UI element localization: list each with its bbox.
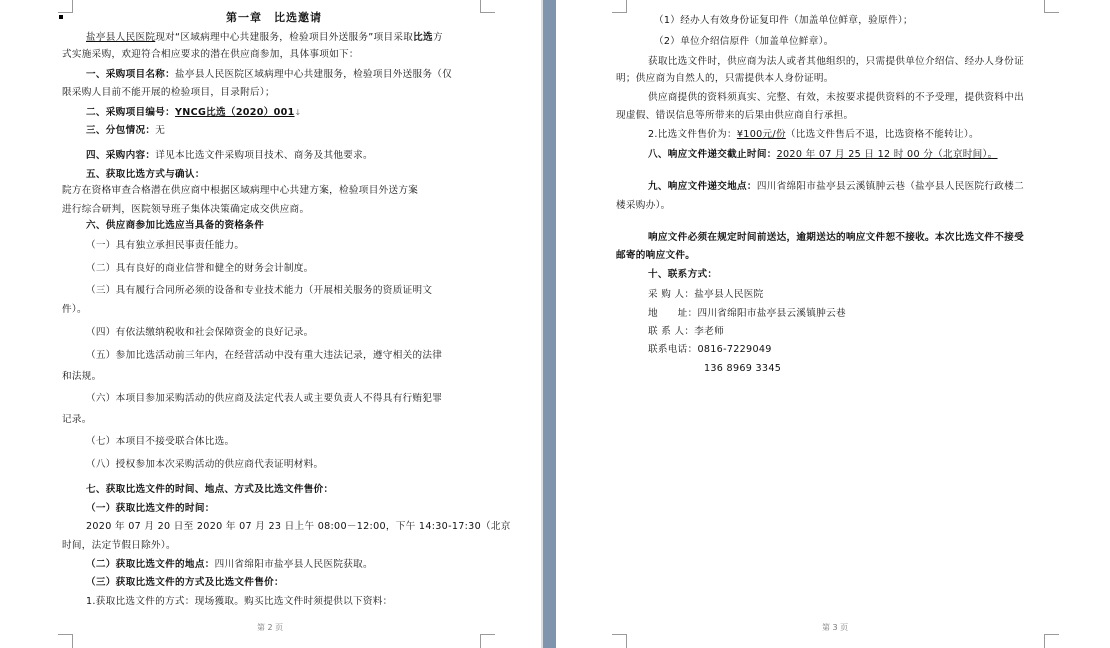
price-value: ¥100元/份 (736, 129, 786, 140)
section-6-heading: 六、供应商参加比选应当具备的资格条件 (86, 220, 265, 231)
paragraph-2-line-2: 现虚假、错误信息等所带来的后果由供应商自行承担。 (616, 110, 854, 121)
chapter-title: 第一章 比选邀请 (226, 11, 322, 24)
qualification-item-cont: 件）。 (62, 304, 87, 315)
document-item-1: （1）经办人有效身份证复印件（加盖单位鲜章，验原件）； (654, 15, 913, 26)
project-number: YNCG比选（2020）001 (175, 107, 295, 118)
page-number: 第 2 页 (257, 623, 284, 632)
qualification-item-cont: 和法规。 (62, 371, 102, 382)
section-7-sub-3: （三）获取比选文件的方式及比选文件售价： (86, 577, 284, 588)
section-8: 八、响应文件递交截止时间：2020 年 07 月 25 日 12 时 00 分（北京时间）。 (648, 149, 998, 160)
page-corner-mark (480, 0, 495, 13)
contact-buyer: 采 购 人：盐亭县人民医院 (648, 289, 764, 300)
owner-name: 盐亭县人民医院 (86, 32, 156, 43)
qualification-item: （六）本项目参加采购活动的供应商及法定代表人或主要负责人不得具有行贿犯罪 (86, 393, 443, 404)
qualification-item-cont: 记录。 (62, 414, 92, 425)
qualification-item: （八）授权参加本次采购活动的供应商代表证明材料。 (86, 459, 324, 470)
paragraph-2-line-1: 供应商提供的资料须真实、完整、有效，未按要求提供资料的不予受理，提供资料中出 (648, 92, 1024, 103)
intro-line-1: 盐亭县人民医院现对“区域病理中心共建服务，检验项目外送服务”项目采取比选方 (86, 32, 443, 43)
section-7-sub-1: （一）获取比选文件的时间： (86, 503, 215, 514)
section-7-sub-3-line: 1.获取比选文件的方式：现场獲取。购买比选文件时须提供以下资料： (86, 596, 393, 607)
section-5-line-2: 进行综合研判，医院领导班子集体决策确定成交供应商。 (62, 204, 310, 215)
section-1: 一、采购项目名称：盐亭县人民医院区域病理中心共建服务，检验项目外送服务（仅 (86, 69, 453, 80)
qualification-item: （四）有依法缴纳税收和社会保障资金的良好记录。 (86, 327, 314, 338)
deadline-value: 2020 年 07 月 25 日 12 时 00 分（北京时间）。 (776, 149, 998, 160)
paragraph-1-line-2: 明；供应商为自然人的，只需提供本人身份证明。 (616, 73, 834, 84)
page-corner-mark (58, 634, 73, 648)
section-4: 四、采购内容：详见本比选文件采购项目技术、商务及其他要求。 (86, 150, 373, 161)
qualification-item: （二）具有良好的商业信誉和健全的财务会计制度。 (86, 263, 314, 274)
page-corner-mark (612, 634, 627, 648)
notice-line-2: 邮寄的响应文件。 (616, 250, 696, 261)
section-5-line-1: 院方在资格审查合格潜在供应商中根据区域病理中心共建方案，检验项目外送方案 (62, 185, 419, 196)
page-corner-mark (612, 0, 627, 13)
contact-phone: 联系电话：0816-7229049 (648, 344, 772, 355)
section-3: 三、分包情况：无 (86, 125, 166, 136)
page-corner-mark (1044, 634, 1059, 648)
notice-line-1: 响应文件必须在规定时间前送达，逾期送达的响应文件恕不接收。本次比选文件不接受 (648, 232, 1024, 243)
paragraph-bullet (59, 15, 63, 19)
page-corner-mark (1044, 0, 1059, 13)
qualification-item: （三）具有履行合同所必须的设备和专业技术能力（开展相关服务的资质证明文 (86, 285, 433, 296)
page-corner-mark (58, 0, 73, 13)
section-9-cont: 楼采购办）。 (616, 200, 671, 211)
paragraph-1-line-1: 获取比选文件时，供应商为法人或者其他组织的，只需提供单位介绍信、经办人身份证 (648, 56, 1024, 67)
section-7-sub-1-line-2: 时间，法定节假日除外）。 (62, 540, 176, 551)
section-5-heading: 五、获取比选方式与确认： (86, 169, 205, 180)
contact-address: 地 址：四川省绵阳市盐亭县云溪镇肿云巷 (648, 308, 846, 319)
page-2 (0, 0, 541, 648)
section-7-sub-2: （二）获取比选文件的地点：四川省绵阳市盐亭县人民医院获取。 (86, 559, 373, 570)
page-3 (556, 0, 1110, 648)
contact-person: 联 系 人：李老师 (648, 326, 724, 337)
page-number: 第 3 页 (822, 623, 849, 632)
page-corner-mark (480, 634, 495, 648)
section-10-heading: 十、联系方式： (648, 269, 718, 280)
qualification-item: （一）具有独立承担民事责任能力。 (86, 240, 245, 251)
document-item-2: （2）单位介绍信原件（加盖单位鲜章）。 (654, 36, 834, 47)
qualification-item: （七）本项目不接受联合体比选。 (86, 436, 235, 447)
section-2: 二、采购项目编号：YNCG比选（2020）001↓ (86, 107, 302, 118)
section-7-heading: 七、获取比选文件的时间、地点、方式及比选文件售价： (86, 484, 334, 495)
page-gutter (543, 0, 556, 648)
intro-line-2: 式实施采购，欢迎符合相应要求的潜在供应商参加，具体事项如下： (62, 49, 359, 60)
section-7-sub-1-line-1: 2020 年 07 月 20 日至 2020 年 07 月 23 日上午 08:00－12:00，下午 14:30-17:30（北京 (86, 521, 511, 532)
qualification-item: （五）参加比选活动前三年内，在经营活动中没有重大违法记录，遵守相关的法律 (86, 350, 443, 361)
contact-phone-2: 136 8969 3345 (704, 363, 782, 374)
price-line: 2.比选文件售价为：¥100元/份（比选文件售后不退，比选资格不能转让）。 (648, 129, 979, 140)
section-1-cont: 限采购人目前不能开展的检验项目，目录附后）； (62, 87, 275, 98)
section-9: 九、响应文件递交地点：四川省绵阳市盐亭县云溪镇肿云巷（盐亭县人民医院行政楼二 (648, 181, 1024, 192)
